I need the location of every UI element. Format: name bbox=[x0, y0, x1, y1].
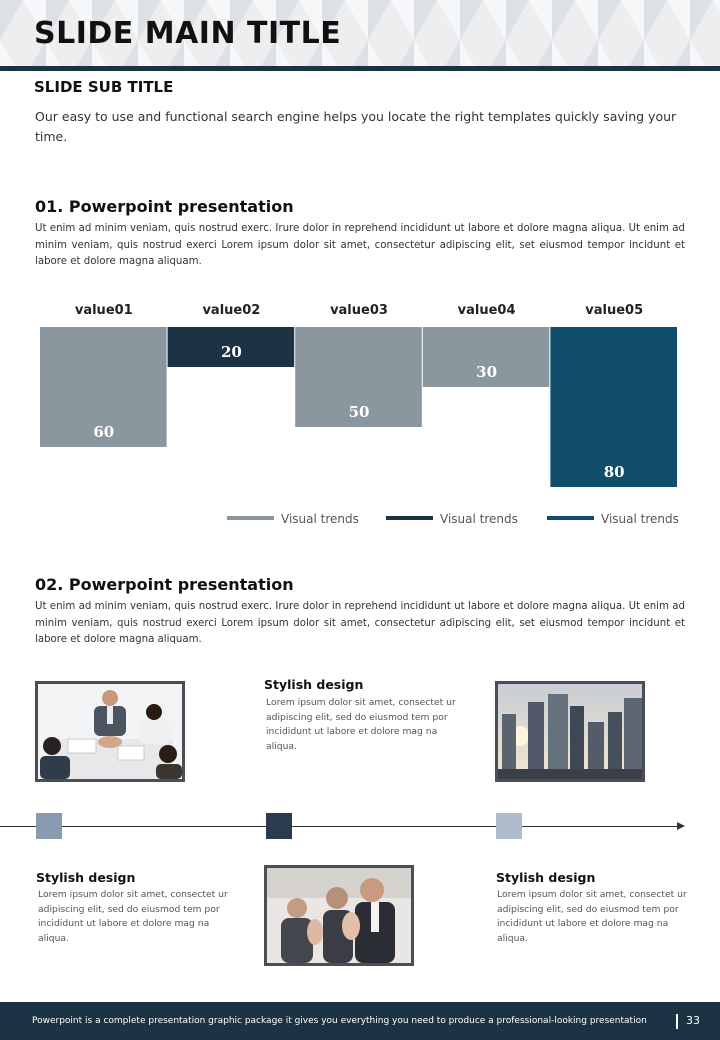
category-label-2: value02 bbox=[202, 303, 261, 318]
timeline-item-3-title: Stylish design bbox=[496, 870, 596, 885]
category-label-5: value05 bbox=[585, 303, 644, 318]
header-divider bbox=[0, 66, 720, 71]
bar-value-label-1: 60 bbox=[93, 423, 115, 441]
bar-chart bbox=[0, 290, 720, 540]
timeline-item-2-title: Stylish design bbox=[264, 677, 364, 692]
bar-chart-svg bbox=[0, 290, 720, 540]
timeline-marker-2 bbox=[266, 813, 292, 839]
section1-title: 01. Powerpoint presentation bbox=[35, 197, 294, 216]
sub-title: SLIDE SUB TITLE bbox=[34, 78, 174, 96]
page-title: SLIDE MAIN TITLE bbox=[34, 16, 342, 51]
timeline-item-3-body: Lorem ipsum dolor sit amet, consectet ur adipiscing elit, sed do eiusmod tem por incididunt ut labore et dolore mag na aliqua. bbox=[497, 889, 687, 944]
section2-body: Ut enim ad minim veniam, quis nostrud exerc. Irure dolor in reprehend incididunt ut labore et dolore magna aliqua. Ut enim ad minim veniam, quis nostrud exerci Lorem ipsum dolor sit amet, consectetur adipiscing elit, set eiusmod tempor incidunt et labore et dolore magna aliquam. bbox=[35, 601, 685, 645]
bar-value-label-5: 80 bbox=[603, 463, 625, 481]
page-number: 33 bbox=[686, 1014, 700, 1027]
bar-value-label-2: 20 bbox=[220, 343, 242, 361]
photo-team-meeting bbox=[35, 681, 185, 782]
timeline-arrow-icon bbox=[677, 822, 685, 830]
category-label-1: value01 bbox=[74, 303, 133, 318]
timeline-line bbox=[0, 826, 680, 827]
header-banner bbox=[0, 0, 720, 66]
category-label-3: value03 bbox=[330, 303, 388, 318]
photo-applause bbox=[264, 865, 414, 966]
legend-label-1: Visual trends bbox=[281, 512, 359, 526]
legend-label-3: Visual trends bbox=[601, 512, 679, 526]
timeline-marker-3 bbox=[496, 813, 522, 839]
footer-text: Powerpoint is a complete presentation graphic package it gives you everything you need to produce a professional-looking presentation bbox=[32, 1016, 647, 1026]
legend-swatch-1 bbox=[227, 516, 274, 520]
footer-bar bbox=[0, 1002, 720, 1040]
timeline-item-1-title: Stylish design bbox=[36, 870, 136, 885]
footer-divider bbox=[676, 1014, 678, 1029]
timeline-item-2-body: Lorem ipsum dolor sit amet, consectet ur adipiscing elit, sed do eiusmod tem por incididunt ut labore et dolore mag na aliqua. bbox=[266, 697, 456, 752]
section2-title: 02. Powerpoint presentation bbox=[35, 575, 294, 594]
bar-value-label-3: 50 bbox=[348, 403, 370, 421]
legend-swatch-2 bbox=[386, 516, 433, 520]
legend-swatch-3 bbox=[547, 516, 594, 520]
intro-text: Our easy to use and functional search engine helps you locate the right templates quickly saving your time. bbox=[35, 109, 677, 144]
timeline-marker-1 bbox=[36, 813, 62, 839]
legend-label-2: Visual trends bbox=[440, 512, 518, 526]
category-label-4: value04 bbox=[457, 303, 516, 318]
bar-value-label-4: 30 bbox=[476, 363, 498, 381]
section1-body: Ut enim ad minim veniam, quis nostrud exerc. Irure dolor in reprehend incididunt ut labore et dolore magna aliqua. Ut enim ad minim veniam, quis nostrud exerci Lorem ipsum dolor sit amet, consectetur adipiscing elit, set eiusmod tempor incidunt et labore et dolore magna aliquam. bbox=[35, 223, 685, 267]
photo-city-skyline bbox=[495, 681, 645, 782]
timeline-item-1-body: Lorem ipsum dolor sit amet, consectet ur adipiscing elit, sed do eiusmod tem por incididunt ut labore et dolore mag na aliqua. bbox=[38, 889, 228, 944]
